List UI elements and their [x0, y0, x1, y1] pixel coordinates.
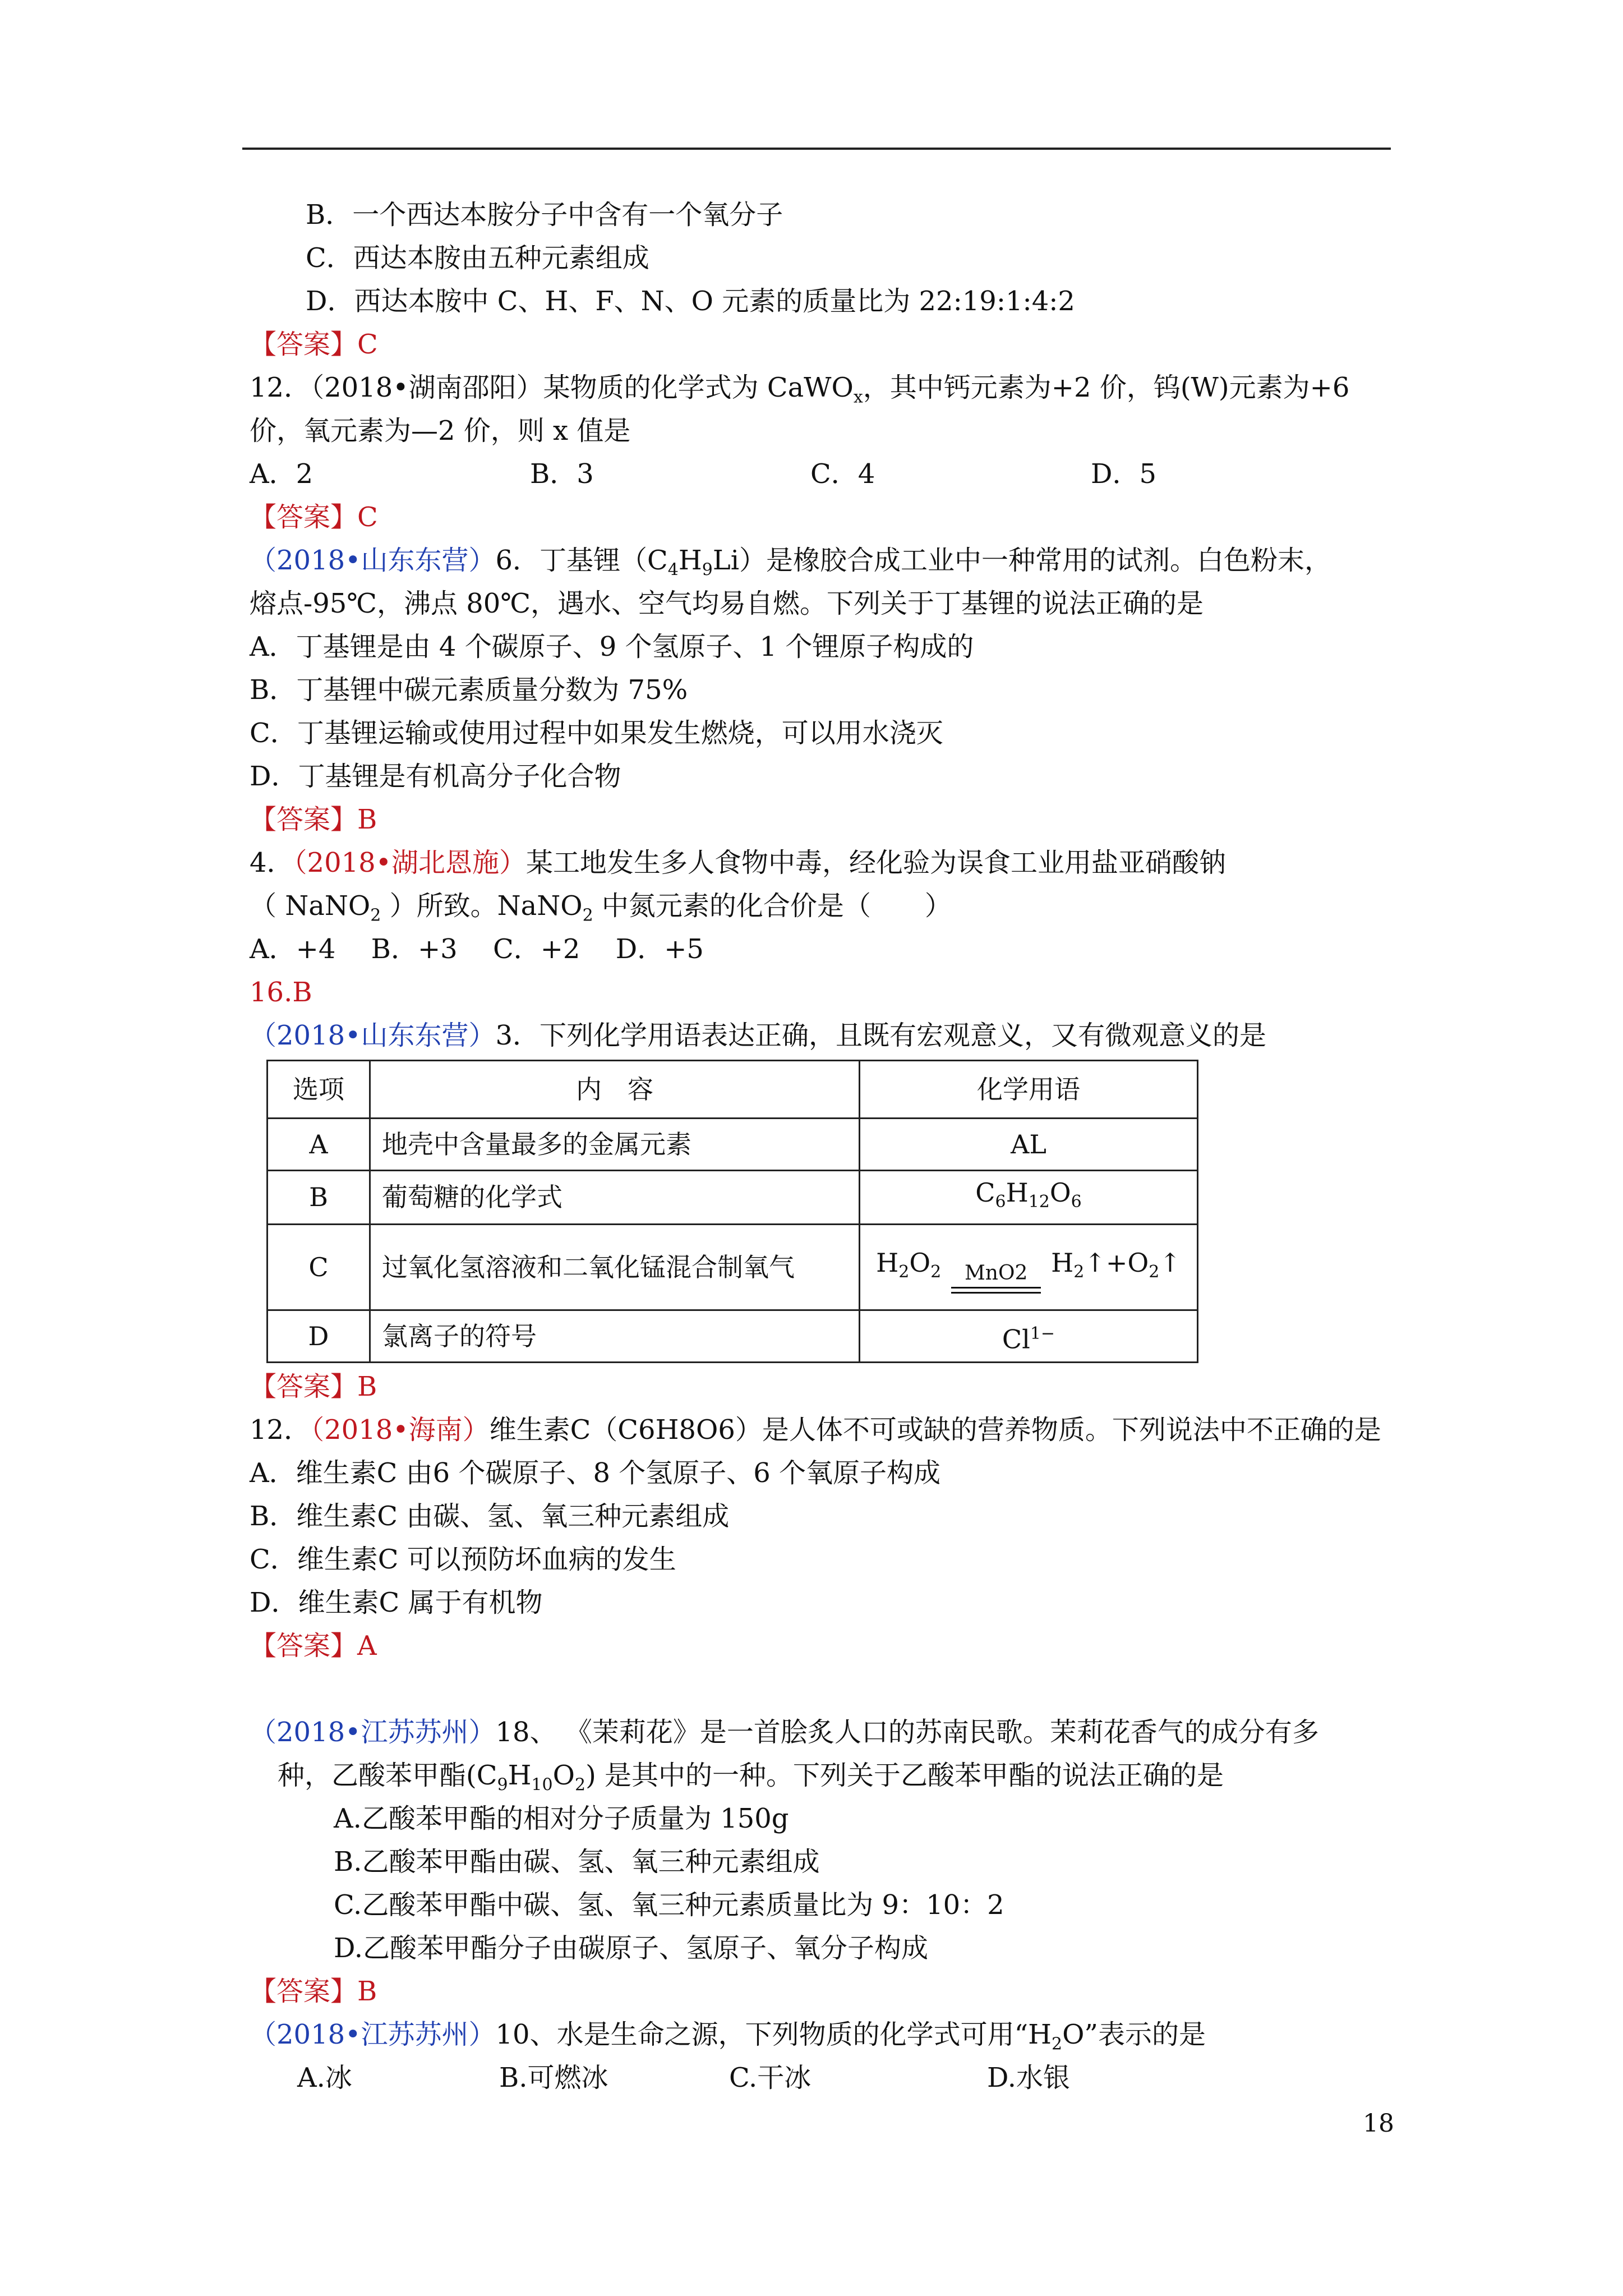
q12-answer	[250, 496, 1394, 539]
table-row	[268, 1225, 1198, 1310]
q6-answer	[250, 798, 1394, 841]
page-content	[250, 194, 1394, 2100]
answer-label: 【答案】	[250, 501, 358, 533]
stem-text: 3．下列化学用语表达正确，且既有宏观意义，又有微观意义的是	[495, 1020, 1267, 1051]
q4-options: A．+4 B．+3 C．+2 D．+5	[250, 933, 704, 965]
q6-option-c: C．丁基锂运输或使用过程中如果发生燃烧，可以用水浇灭	[250, 717, 943, 749]
q18-answer	[250, 1970, 1394, 2013]
option-d: D．5	[1091, 458, 1157, 490]
subscript: 9	[702, 560, 713, 580]
q3-stem	[250, 1014, 1394, 1057]
row-content: 地壳中含量最多的金属元素	[370, 1119, 860, 1171]
q12b-option-d: D．维生素C 属于有机物	[250, 1587, 543, 1619]
question-source: （2018•山东东营）	[250, 545, 496, 576]
q12-options	[250, 453, 1394, 496]
answer-label: 【答案】	[250, 1976, 358, 2008]
stem-text: 10、水是生命之源，下列物质的化学式可用“H	[495, 2019, 1052, 2051]
header-content: 内 容	[370, 1061, 860, 1119]
option-c: C.干冰	[729, 2062, 811, 2094]
option-c: C．4	[810, 458, 875, 490]
stem-text: （ NaNO	[250, 890, 371, 922]
header-rule	[242, 148, 1391, 150]
q11-option-d: D．西达本胺中 C、H、F、N、O 元素的质量比为 22:19:1:4:2	[306, 286, 1075, 317]
q18-option-c: C.乙酸苯甲酯中碳、氢、氧三种元素质量比为 9：10：2	[334, 1889, 1004, 1921]
q12-stem-line1	[250, 366, 1394, 409]
stem-text: 6．丁基锂（C	[495, 545, 668, 576]
q12b-stem	[250, 1409, 1394, 1452]
header-option: 选项	[268, 1061, 370, 1119]
row-expression: $C_6H_{12}O_6$	[860, 1171, 1198, 1225]
stem-text: 某物质的化学式为 CaWO	[543, 372, 854, 403]
row-content: 过氧化氢溶液和二氧化锰混合制氧气	[370, 1225, 860, 1310]
option-a: A．2	[250, 458, 313, 490]
stem-text: 某工地发生多人食物中毒，经化验为误食工业用盐亚硝酸钠	[526, 847, 1227, 878]
row-option: C	[268, 1225, 370, 1310]
table-header-row	[268, 1061, 1198, 1119]
subscript: 2	[582, 905, 593, 926]
row-expression	[860, 1225, 1198, 1310]
subscript: 4	[667, 560, 679, 580]
stem-text: ）所致。NaNO	[381, 890, 583, 922]
header-expression: 化学用语	[860, 1061, 1198, 1119]
subscript: 10	[531, 1775, 553, 1795]
question-source: （2018•江苏苏州）	[250, 2019, 496, 2051]
blank-line	[250, 1668, 1394, 1711]
q6-option-d: D．丁基锂是有机高分子化合物	[250, 761, 621, 792]
q12b-option-c: C．维生素C 可以预防坏血病的发生	[250, 1544, 676, 1576]
answer-value: C	[357, 501, 378, 533]
q4-stem-line2	[250, 885, 1394, 928]
subscript: x	[853, 387, 863, 407]
stem-text: O	[552, 1760, 575, 1792]
answer-value: C	[357, 329, 378, 360]
subscript: 2	[1051, 2034, 1063, 2054]
q18-stem-line2	[250, 1754, 1394, 1797]
q4-answer: 16.B	[250, 977, 312, 1008]
option-b: B.可燃冰	[499, 2062, 608, 2094]
q11-answer	[250, 323, 1394, 366]
q10-stem	[250, 2013, 1394, 2056]
question-source: （2018•湖北恩施）	[293, 847, 527, 878]
subscript: 2	[370, 905, 381, 926]
q12b-answer	[250, 1625, 1394, 1668]
q11-option-b: B．一个西达本胺分子中含有一个氧分子	[306, 199, 783, 231]
q6-option-b: B．丁基锂中碳元素质量分数为 75%	[250, 674, 688, 706]
q12-stem-line2: 价，氧元素为—2 价，则 x 值是	[250, 415, 631, 447]
question-number: 12．	[250, 1414, 311, 1446]
option-b: B．3	[530, 458, 594, 490]
question-number: 4．	[250, 847, 294, 878]
answer-value: B	[357, 804, 377, 835]
page-number: 18	[1363, 2109, 1394, 2138]
q6-stem-line1	[250, 539, 1394, 582]
stem-text: 18、 《茉莉花》是一首脍炙人口的苏南民歌。茉莉花香气的成分有多	[495, 1717, 1319, 1749]
table-row	[268, 1171, 1198, 1225]
row-option: B	[268, 1171, 370, 1225]
question-source: （2018•海南）	[311, 1414, 490, 1446]
stem-text: ) 是其中的一种。下列关于乙酸苯甲酯的说法正确的是	[585, 1760, 1224, 1792]
row-content: 氯离子的符号	[370, 1310, 860, 1363]
answer-label: 【答案】	[250, 1630, 358, 1662]
row-option: A	[268, 1119, 370, 1171]
q6-stem-line2: 熔点-95℃，沸点 80℃，遇水、空气均易自燃。下列关于丁基锂的说法正确的是	[250, 588, 1204, 619]
option-d: D.水银	[987, 2062, 1071, 2094]
answer-value: B	[357, 1976, 377, 2008]
row-expression: $Cl^{1-}$	[860, 1310, 1198, 1363]
q6-option-a: A．丁基锂是由 4 个碳原子、9 个氢原子、1 个锂原子构成的	[250, 631, 974, 662]
q18-stem-line1	[250, 1711, 1394, 1754]
q18-option-a: A.乙酸苯甲酯的相对分子质量为 150g	[334, 1803, 789, 1835]
stem-text: H	[508, 1760, 532, 1792]
row-expression: AL	[860, 1119, 1198, 1171]
question-number: 12．	[250, 372, 311, 403]
stem-text: H	[678, 545, 702, 576]
answer-label: 【答案】	[250, 1371, 358, 1403]
subscript: 9	[497, 1775, 508, 1795]
subscript: 2	[574, 1775, 586, 1795]
q3-answer	[250, 1365, 1394, 1409]
answer-label: 【答案】	[250, 329, 358, 360]
chem-terms-table	[266, 1060, 1198, 1363]
question-source: （2018•山东东营）	[250, 1020, 496, 1051]
question-source: （2018•湖南邵阳）	[311, 372, 543, 403]
option-a: A.冰	[297, 2062, 352, 2094]
answer-value: B	[357, 1371, 377, 1403]
stem-text: 种，乙酸苯甲酯(C	[278, 1760, 497, 1792]
table-row	[268, 1119, 1198, 1171]
answer-label: 【答案】	[250, 804, 358, 835]
answer-value: A	[357, 1630, 377, 1662]
q11-option-c: C．西达本胺由五种元素组成	[306, 242, 649, 274]
reaction-equation: $H_2O_2$ MnO2 $H_2↑+O_2↑$	[876, 1241, 1181, 1294]
q4-stem-line1	[250, 841, 1394, 885]
q12b-option-a: A．维生素C 由6 个碳原子、8 个氢原子、6 个氧原子构成	[250, 1457, 941, 1489]
q12b-option-b: B．维生素C 由碳、氢、氧三种元素组成	[250, 1501, 730, 1533]
stem-text: ，其中钙元素为+2 价，钨(W)元素为+6	[863, 372, 1350, 403]
table-row	[268, 1310, 1198, 1363]
q10-options	[250, 2056, 1394, 2100]
stem-text: O”表示的是	[1062, 2019, 1206, 2051]
stem-text: Li）是橡胶合成工业中一种常用的试剂。白色粉末，	[712, 545, 1332, 576]
stem-text: 维生素C（C6H8O6）是人体不可或缺的营养物质。下列说法中不正确的是	[489, 1414, 1381, 1446]
q18-option-b: B.乙酸苯甲酯由碳、氢、氧三种元素组成	[334, 1846, 820, 1878]
stem-text: 中氮元素的化合价是（ ）	[593, 890, 952, 922]
catalyst-label: MnO2	[964, 1261, 1028, 1285]
q18-option-d: D.乙酸苯甲酯分子由碳原子、氢原子、氧分子构成	[334, 1932, 929, 1964]
row-content: 葡萄糖的化学式	[370, 1171, 860, 1225]
row-option: D	[268, 1310, 370, 1363]
reaction-condition	[951, 1263, 1041, 1294]
question-source: （2018•江苏苏州）	[250, 1717, 496, 1749]
